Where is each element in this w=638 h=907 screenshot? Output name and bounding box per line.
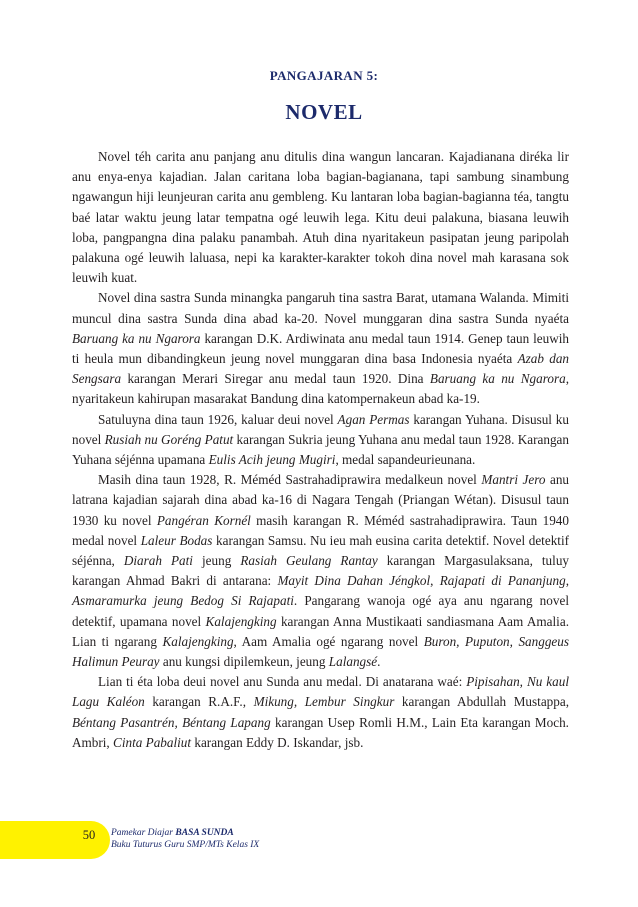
text-run: karangan Yuhana. Disusul ku novel <box>72 411 569 447</box>
italic-title: Béntang Pasantrén, Béntang Lapang <box>72 714 271 730</box>
italic-title: Pipisahan, Nu kaul Lagu Kaléon <box>72 674 569 710</box>
text-run: . Pangarang wanoja ogé aya anu ngarang novel detektif, upamana novel <box>72 593 569 629</box>
italic-title: Cinta Pabaliut <box>113 734 192 750</box>
italic-title: Buron, Puputon, Sanggeus Halimun Peuray <box>72 633 570 670</box>
paragraph-1 <box>72 147 569 288</box>
book-title-line <box>111 827 259 839</box>
italic-title: Agan Permas <box>337 411 410 427</box>
text-run: masih karangan R. Méméd sastrahadiprawira. Taun 1940 medal novel <box>72 512 569 548</box>
text-run: anu latrana kajadian sajarah dina abad ka-16 di Nagara Tengah (Priangan Wétan). Disusul taun 1930 ku novel <box>72 472 570 528</box>
text-run: karangan Eddy D. Iskandar, jsb. <box>191 734 364 750</box>
text-run: . <box>377 654 381 670</box>
text-run: Lian ti éta loba deui novel anu Sunda anu medal. Di anatarana waé: <box>98 674 467 690</box>
text-run: karangan Samsu. Nu ieu mah eusina carita detektif. Novel detektif séjénna, <box>72 532 570 569</box>
text-run: karangan R.A.F., <box>144 694 254 710</box>
italic-title: Rasiah Geulang Rantay <box>240 553 378 569</box>
italic-title: Baruang ka nu Ngarora <box>72 330 201 346</box>
book-info <box>111 827 259 851</box>
text-run: karangan D.K. Ardiwinata anu medal taun 1914. Genep taun leuwih ti heula mun dibandingkeun jeung novel munggaran dina basa Indonesia nyaéta <box>72 330 569 367</box>
text-run: , <box>430 573 440 589</box>
section-label: PANGAJARAN 5: <box>269 68 379 83</box>
book-subtitle: Buku Tuturus Guru SMP/MTs Kelas IX <box>111 840 260 850</box>
italic-title: Lalangsé <box>328 654 378 670</box>
text-run: karangan Margasulaksana, tuluy karangan Ahmad Bakri di antarana: <box>72 553 570 589</box>
italic-title: Kalajengking <box>162 633 234 649</box>
text-run: Masih dina taun 1928, R. Méméd Sastrahadiprawira medalkeun novel <box>98 472 482 488</box>
text-run: , nyaritakeun kahirupan masarakat Bandung dina katompernakeun abad ka-19. <box>72 371 569 407</box>
text-run: , <box>565 573 570 589</box>
italic-title: Mayit Dina Dahan Jéngkol <box>277 573 431 589</box>
italic-title: Pangéran Kornél <box>156 512 251 528</box>
italic-title: Baruang ka nu Ngarora <box>429 371 566 387</box>
page-number: 50 <box>82 828 96 842</box>
text-run: karangan Sukria jeung Yuhana anu medal taun 1928. Karangan Yuhana séjénna upamana <box>72 431 569 468</box>
paragraph-3 <box>72 410 569 471</box>
text-run: , medal sapandeurieunana. <box>335 452 476 468</box>
italic-title: Azab dan Sengsara <box>72 351 570 387</box>
italic-title: Kalajengking <box>205 613 277 629</box>
italic-title: Eulis Acih jeung Mugiri <box>208 452 336 468</box>
book-title-name: BASA SUNDA <box>175 828 234 838</box>
text-run: , Aam Amalia ogé ngarang novel <box>233 633 424 649</box>
text-run: anu kungsi dipilemkeun, jeung <box>159 654 329 670</box>
paragraph-2 <box>72 288 569 409</box>
text-run: karangan Abdullah Mustappa, <box>394 694 570 710</box>
italic-title: Asmaramurka jeung Bedog Si Rajapati <box>72 593 294 609</box>
text-run: jeung <box>192 553 241 569</box>
text-run: karangan Merari Siregar anu medal taun 1920. Dina <box>121 371 430 387</box>
paragraph-4 <box>72 470 569 672</box>
body-text <box>72 147 569 753</box>
italic-title: Laleur Bodas <box>140 532 213 548</box>
text-run: karangan Usep Romli H.M., Lain Eta karangan Moch. Ambri, <box>72 714 569 750</box>
italic-title: Mikung, Lembur Singkur <box>253 694 395 710</box>
text-run: Satuluyna dina taun 1926, kaluar deui novel <box>98 411 338 427</box>
italic-title: Diarah Pati <box>123 553 193 569</box>
italic-title: Mantri Jero <box>481 472 546 488</box>
text-run: karangan Anna Mustikaati sandiasmana Aam Amalia. Lian ti ngarang <box>72 613 569 649</box>
paragraph-5 <box>72 672 569 753</box>
text-run: Novel dina sastra Sunda minangka pangaruh tina sastra Barat, utamana Walanda. Mimiti muncul dina sastra Sunda dina abad ka-20. Novel munggaran dina sastra Sunda nyaéta <box>72 290 569 326</box>
book-title-prefix: Pamekar Diajar <box>111 828 176 838</box>
italic-title: Rajapati di Pananjung <box>439 573 566 589</box>
italic-title: Rusiah nu Goréng Patut <box>104 431 234 447</box>
text-run: Novel téh carita anu panjang anu ditulis dina wangun lancaran. Kajadianana diréka lir anu enya-enya kajadian. Jalan caritana loba bagian-bagianana, tapi sambung sinambung ngawangun hiji leunjeuran carita anu gembleng. Ku lantaran loba bagian-bagianna téa, tangtu baé latar waktu jeung latar tempatna ogé leuwih lega. Kitu deui palakuna, biasana leuwih loba, pangpangna dina palaku panambah. Atuh dina nyaritakeun pasipatan jeung paripolah palakuna ogé leuwih laluasa, nepi ka karakter-karakter tokoh dina novel mah karasana sok leuwih kuat. <box>72 149 569 286</box>
page-title: NOVEL <box>285 100 363 124</box>
